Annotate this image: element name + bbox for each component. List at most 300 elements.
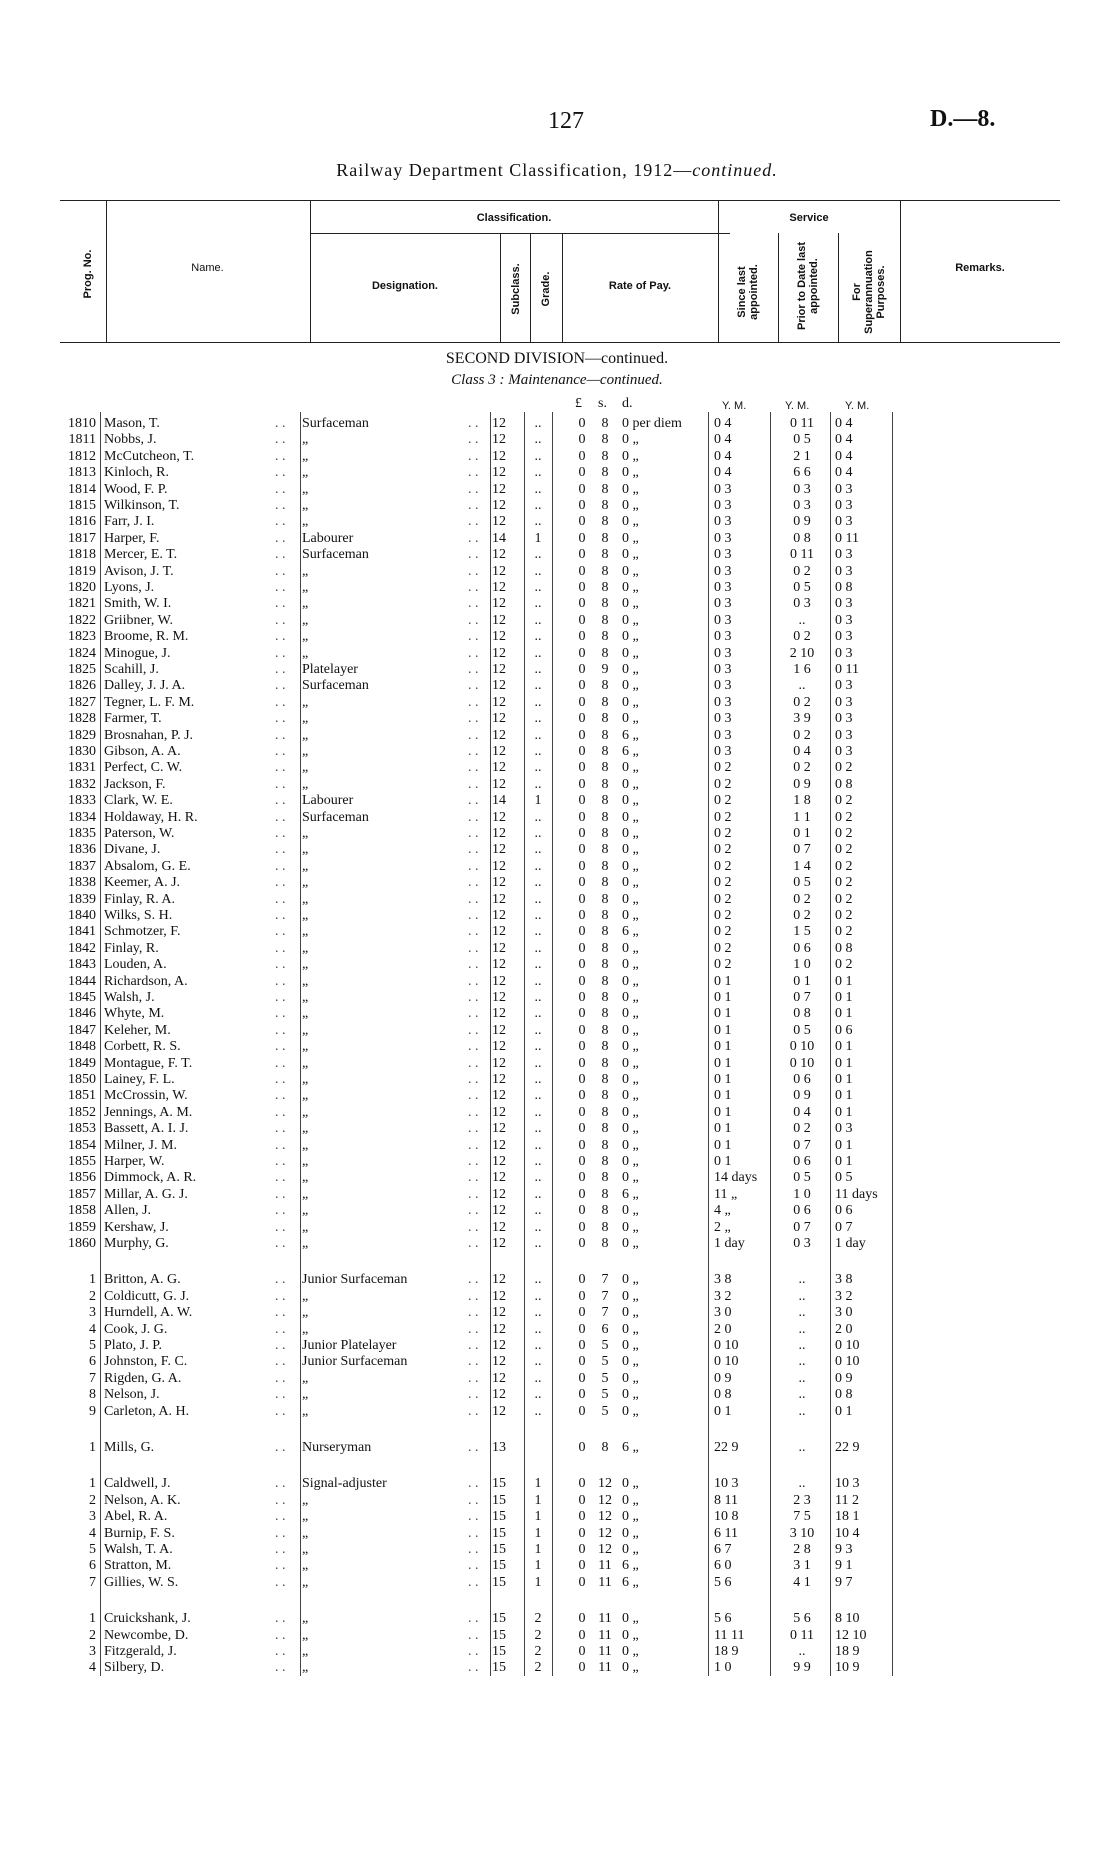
cell-ps: 8 bbox=[601, 826, 609, 841]
cell-gr: 2 bbox=[534, 1644, 542, 1659]
leader-dots: . . bbox=[468, 892, 479, 907]
cell-pd: 0 „ bbox=[622, 1236, 639, 1251]
document-reference: D.—8. bbox=[930, 106, 996, 132]
cell-ps: 5 bbox=[601, 1387, 609, 1402]
table-row bbox=[0, 1386, 1114, 1403]
cell-ps: 8 bbox=[601, 646, 609, 661]
cell-s3: 12 10 bbox=[835, 1628, 867, 1643]
cell-des: Junior Surfaceman bbox=[302, 1354, 408, 1369]
cell-pl: 0 bbox=[578, 1187, 586, 1202]
leader-dots: . . bbox=[468, 777, 479, 792]
leader-dots: . . bbox=[275, 564, 286, 579]
cell-s3: 0 4 bbox=[835, 432, 853, 447]
leader-dots: . . bbox=[275, 1220, 286, 1235]
table-row bbox=[0, 858, 1114, 875]
cell-pd: 0 „ bbox=[622, 613, 639, 628]
leader-dots: . . bbox=[468, 1644, 479, 1659]
cell-name: Nelson, J. bbox=[104, 1387, 160, 1402]
cell-s2: 0 7 bbox=[793, 1138, 811, 1153]
cell-s1: 14 days bbox=[714, 1170, 758, 1185]
cell-ps: 8 bbox=[601, 728, 609, 743]
cell-ps: 8 bbox=[601, 793, 609, 808]
cell-ps: 11 bbox=[598, 1628, 612, 1643]
cell-s2: 0 2 bbox=[793, 695, 811, 710]
cell-s1: 0 3 bbox=[714, 596, 732, 611]
cell-no: 1848 bbox=[68, 1039, 96, 1054]
leader-dots: . . bbox=[468, 613, 479, 628]
cell-pl: 0 bbox=[578, 1338, 586, 1353]
cell-gr: .. bbox=[534, 908, 542, 923]
cell-ps: 8 bbox=[601, 1154, 609, 1169]
cell-pd: 0 per diem bbox=[622, 416, 682, 431]
cell-ps: 8 bbox=[601, 941, 609, 956]
cell-pl: 0 bbox=[578, 1289, 586, 1304]
cell-no: 1812 bbox=[68, 449, 96, 464]
cell-pd: 0 „ bbox=[622, 974, 639, 989]
cell-s2: 2 3 bbox=[793, 1493, 811, 1508]
cell-ps: 8 bbox=[601, 810, 609, 825]
cell-name: Finlay, R. bbox=[104, 941, 159, 956]
cell-ps: 11 bbox=[598, 1644, 612, 1659]
cell-cl: 12 bbox=[492, 1056, 506, 1071]
cell-s2: .. bbox=[798, 1354, 806, 1369]
leader-dots: . . bbox=[468, 547, 479, 562]
cell-pl: 0 bbox=[578, 1628, 586, 1643]
leader-dots: . . bbox=[468, 760, 479, 775]
header-service: Service bbox=[789, 212, 829, 224]
cell-s3: 0 4 bbox=[835, 449, 853, 464]
cell-pl: 0 bbox=[578, 1203, 586, 1218]
cell-no: 5 bbox=[89, 1338, 96, 1353]
cell-s2: .. bbox=[798, 1338, 806, 1353]
cell-gr: .. bbox=[534, 1154, 542, 1169]
cell-cl: 12 bbox=[492, 695, 506, 710]
leader-dots: . . bbox=[275, 1509, 286, 1524]
cell-des: „ bbox=[302, 1121, 309, 1136]
cell-gr: .. bbox=[534, 1236, 542, 1251]
cell-gr: 1 bbox=[534, 1493, 542, 1508]
header-top-rule bbox=[60, 200, 1060, 201]
cell-ps: 12 bbox=[598, 1509, 612, 1524]
cell-s1: 0 2 bbox=[714, 810, 732, 825]
cell-gr: .. bbox=[534, 711, 542, 726]
cell-s3: 22 9 bbox=[835, 1440, 860, 1455]
cell-gr: .. bbox=[534, 449, 542, 464]
cell-gr: .. bbox=[534, 1072, 542, 1087]
cell-ps: 9 bbox=[601, 662, 609, 677]
cell-s3: 8 10 bbox=[835, 1611, 860, 1626]
cell-pd: 0 „ bbox=[622, 1154, 639, 1169]
cell-name: Jackson, F. bbox=[104, 777, 166, 792]
cell-name: Walsh, T. A. bbox=[104, 1542, 173, 1557]
leader-dots: . . bbox=[468, 646, 479, 661]
cell-pd: 0 „ bbox=[622, 711, 639, 726]
cell-ps: 12 bbox=[598, 1526, 612, 1541]
cell-cl: 12 bbox=[492, 1203, 506, 1218]
leader-dots: . . bbox=[275, 646, 286, 661]
cell-des: „ bbox=[302, 646, 309, 661]
cell-gr: .. bbox=[534, 629, 542, 644]
cell-s2: .. bbox=[798, 1289, 806, 1304]
cell-name: Schmotzer, F. bbox=[104, 924, 181, 939]
cell-ps: 8 bbox=[601, 957, 609, 972]
cell-pd: 0 „ bbox=[622, 1404, 639, 1419]
cell-des: „ bbox=[302, 1056, 309, 1071]
leader-dots: . . bbox=[275, 793, 286, 808]
cell-s3: 0 1 bbox=[835, 1404, 853, 1419]
cell-s3: 0 3 bbox=[835, 482, 853, 497]
leader-dots: . . bbox=[275, 547, 286, 562]
table-row bbox=[0, 1186, 1114, 1203]
table-row bbox=[0, 694, 1114, 711]
cell-gr: 1 bbox=[534, 1575, 542, 1590]
cell-s2: 4 1 bbox=[793, 1575, 811, 1590]
cell-s2: 0 3 bbox=[793, 498, 811, 513]
cell-s1: 0 1 bbox=[714, 1121, 732, 1136]
cell-pd: 0 „ bbox=[622, 1628, 639, 1643]
table-row bbox=[0, 1370, 1114, 1387]
cell-pd: 0 „ bbox=[622, 810, 639, 825]
cell-s3: 10 4 bbox=[835, 1526, 860, 1541]
cell-s2: 0 3 bbox=[793, 1236, 811, 1251]
cell-pd: 0 „ bbox=[622, 1305, 639, 1320]
cell-cl: 12 bbox=[492, 957, 506, 972]
cell-s2: .. bbox=[798, 1305, 806, 1320]
cell-s3: 0 1 bbox=[835, 974, 853, 989]
unit-ym-super: Y. M. bbox=[845, 400, 870, 412]
cell-des: „ bbox=[302, 859, 309, 874]
cell-cl: 12 bbox=[492, 1121, 506, 1136]
cell-cl: 12 bbox=[492, 1236, 506, 1251]
cell-s1: 0 1 bbox=[714, 1154, 732, 1169]
cell-cl: 12 bbox=[492, 1354, 506, 1369]
table-row bbox=[0, 1643, 1114, 1660]
cell-name: Harper, W. bbox=[104, 1154, 165, 1169]
cell-pd: 6 „ bbox=[622, 1558, 639, 1573]
cell-s3: 0 8 bbox=[835, 580, 853, 595]
cell-name: Bassett, A. I. J. bbox=[104, 1121, 189, 1136]
cell-ps: 8 bbox=[601, 498, 609, 513]
cell-s3: 0 1 bbox=[835, 1105, 853, 1120]
cell-des: „ bbox=[302, 695, 309, 710]
leader-dots: . . bbox=[468, 974, 479, 989]
cell-no: 6 bbox=[89, 1354, 96, 1369]
leader-dots: . . bbox=[275, 728, 286, 743]
cell-des: „ bbox=[302, 941, 309, 956]
leader-dots: . . bbox=[275, 580, 286, 595]
cell-pl: 0 bbox=[578, 498, 586, 513]
cell-s1: 4 „ bbox=[714, 1203, 731, 1218]
cell-ps: 8 bbox=[601, 711, 609, 726]
cell-no: 4 bbox=[89, 1526, 96, 1541]
cell-cl: 15 bbox=[492, 1493, 506, 1508]
table-row bbox=[0, 809, 1114, 826]
cell-s2: 0 5 bbox=[793, 1023, 811, 1038]
cell-des: „ bbox=[302, 1575, 309, 1590]
cell-s2: 5 6 bbox=[793, 1611, 811, 1626]
cell-pl: 0 bbox=[578, 416, 586, 431]
cell-s3: 0 3 bbox=[835, 596, 853, 611]
table-row bbox=[0, 1403, 1114, 1420]
cell-pl: 0 bbox=[578, 613, 586, 628]
header-divider bbox=[500, 233, 501, 342]
cell-name: Coldicutt, G. J. bbox=[104, 1289, 190, 1304]
cell-no: 1811 bbox=[68, 432, 96, 447]
cell-s1: 0 3 bbox=[714, 580, 732, 595]
cell-pd: 0 „ bbox=[622, 892, 639, 907]
leader-dots: . . bbox=[275, 810, 286, 825]
leader-dots: . . bbox=[275, 744, 286, 759]
cell-cl: 12 bbox=[492, 892, 506, 907]
leader-dots: . . bbox=[468, 432, 479, 447]
cell-s1: 0 3 bbox=[714, 547, 732, 562]
cell-name: Cook, J. G. bbox=[104, 1322, 168, 1337]
cell-s1: 0 3 bbox=[714, 711, 732, 726]
cell-pd: 0 „ bbox=[622, 826, 639, 841]
cell-pd: 0 „ bbox=[622, 465, 639, 480]
table-row bbox=[0, 1288, 1114, 1305]
cell-pl: 0 bbox=[578, 1404, 586, 1419]
leader-dots: . . bbox=[468, 728, 479, 743]
leader-dots: . . bbox=[468, 465, 479, 480]
leader-dots: . . bbox=[468, 793, 479, 808]
cell-ps: 8 bbox=[601, 1203, 609, 1218]
cell-gr: .. bbox=[534, 1203, 542, 1218]
cell-cl: 12 bbox=[492, 1272, 506, 1287]
cell-cl: 14 bbox=[492, 531, 506, 546]
cell-s3: 0 2 bbox=[835, 908, 853, 923]
table-row bbox=[0, 792, 1114, 809]
cell-s2: 0 9 bbox=[793, 514, 811, 529]
leader-dots: . . bbox=[468, 531, 479, 546]
cell-cl: 12 bbox=[492, 875, 506, 890]
leader-dots: . . bbox=[275, 1121, 286, 1136]
cell-pd: 0 „ bbox=[622, 1121, 639, 1136]
cell-gr: .. bbox=[534, 1387, 542, 1402]
cell-pl: 0 bbox=[578, 482, 586, 497]
header-bottom-rule bbox=[60, 342, 1060, 343]
cell-s3: 0 6 bbox=[835, 1023, 853, 1038]
cell-name: Mills, G. bbox=[104, 1440, 155, 1455]
cell-name: Kershaw, J. bbox=[104, 1220, 169, 1235]
cell-pd: 0 „ bbox=[622, 1039, 639, 1054]
cell-des: „ bbox=[302, 1322, 309, 1337]
cell-s1: 0 4 bbox=[714, 449, 732, 464]
cell-des: „ bbox=[302, 596, 309, 611]
cell-no: 1847 bbox=[68, 1023, 96, 1038]
cell-pl: 0 bbox=[578, 744, 586, 759]
cell-des: „ bbox=[302, 1558, 309, 1573]
cell-pd: 0 „ bbox=[622, 580, 639, 595]
cell-s3: 0 3 bbox=[835, 1121, 853, 1136]
table-row bbox=[0, 727, 1114, 744]
cell-ps: 8 bbox=[601, 1220, 609, 1235]
cell-name: Rigden, G. A. bbox=[104, 1371, 182, 1386]
cell-ps: 8 bbox=[601, 1105, 609, 1120]
cell-s3: 0 9 bbox=[835, 1371, 853, 1386]
cell-cl: 12 bbox=[492, 744, 506, 759]
cell-cl: 12 bbox=[492, 1039, 506, 1054]
cell-gr: .. bbox=[534, 564, 542, 579]
cell-des: „ bbox=[302, 1371, 309, 1386]
cell-pd: 6 „ bbox=[622, 1575, 639, 1590]
table-row bbox=[0, 530, 1114, 547]
cell-name: Nobbs, J. bbox=[104, 432, 157, 447]
cell-des: „ bbox=[302, 1170, 309, 1185]
cell-ps: 8 bbox=[601, 547, 609, 562]
cell-s3: 3 8 bbox=[835, 1272, 853, 1287]
table-row bbox=[0, 1557, 1114, 1574]
cell-s1: 0 3 bbox=[714, 678, 732, 693]
cell-cl: 12 bbox=[492, 1387, 506, 1402]
cell-cl: 12 bbox=[492, 514, 506, 529]
leader-dots: . . bbox=[275, 1371, 286, 1386]
cell-s3: 0 3 bbox=[835, 514, 853, 529]
cell-s3: 0 2 bbox=[835, 793, 853, 808]
table-row bbox=[0, 661, 1114, 678]
header-divider bbox=[838, 233, 839, 342]
cell-pl: 0 bbox=[578, 728, 586, 743]
table-row bbox=[0, 1659, 1114, 1676]
cell-name: Fitzgerald, J. bbox=[104, 1644, 177, 1659]
cell-gr: .. bbox=[534, 744, 542, 759]
cell-pl: 0 bbox=[578, 1526, 586, 1541]
cell-no: 5 bbox=[89, 1542, 96, 1557]
cell-s1: 11 „ bbox=[714, 1187, 738, 1202]
cell-pl: 0 bbox=[578, 596, 586, 611]
cell-name: Walsh, J. bbox=[104, 990, 155, 1005]
cell-gr: .. bbox=[534, 482, 542, 497]
cell-cl: 12 bbox=[492, 974, 506, 989]
cell-s2: 6 6 bbox=[793, 465, 811, 480]
leader-dots: . . bbox=[275, 449, 286, 464]
cell-pd: 0 „ bbox=[622, 564, 639, 579]
table-row bbox=[0, 1071, 1114, 1088]
leader-dots: . . bbox=[275, 482, 286, 497]
table-row bbox=[0, 497, 1114, 514]
leader-dots: . . bbox=[275, 826, 286, 841]
cell-pl: 0 bbox=[578, 1023, 586, 1038]
header-divider bbox=[106, 200, 107, 342]
cell-des: „ bbox=[302, 1236, 309, 1251]
cell-pd: 0 „ bbox=[622, 1371, 639, 1386]
leader-dots: . . bbox=[275, 1170, 286, 1185]
cell-gr: .. bbox=[534, 1105, 542, 1120]
cell-cl: 12 bbox=[492, 498, 506, 513]
cell-des: Nurseryman bbox=[302, 1440, 372, 1455]
cell-gr: .. bbox=[534, 1322, 542, 1337]
cell-no: 1820 bbox=[68, 580, 96, 595]
page-title bbox=[0, 160, 1114, 181]
leader-dots: . . bbox=[275, 777, 286, 792]
table-row bbox=[0, 464, 1114, 481]
cell-s2: 0 2 bbox=[793, 1121, 811, 1136]
cell-no: 1842 bbox=[68, 941, 96, 956]
cell-name: McCutcheon, T. bbox=[104, 449, 195, 464]
leader-dots: . . bbox=[468, 1121, 479, 1136]
cell-pd: 0 „ bbox=[622, 1006, 639, 1021]
cell-s3: 0 3 bbox=[835, 646, 853, 661]
cell-pl: 0 bbox=[578, 1387, 586, 1402]
cell-pd: 0 „ bbox=[622, 1272, 639, 1287]
cell-pd: 0 „ bbox=[622, 1509, 639, 1524]
cell-gr: .. bbox=[534, 1039, 542, 1054]
cell-name: Keemer, A. J. bbox=[104, 875, 181, 890]
cell-pl: 0 bbox=[578, 1354, 586, 1369]
leader-dots: . . bbox=[468, 826, 479, 841]
cell-pl: 0 bbox=[578, 908, 586, 923]
cell-name: Louden, A. bbox=[104, 957, 167, 972]
cell-name: Brosnahan, P. J. bbox=[104, 728, 194, 743]
leader-dots: . . bbox=[468, 1170, 479, 1185]
cell-s2: 1 8 bbox=[793, 793, 811, 808]
cell-no: 1858 bbox=[68, 1203, 96, 1218]
cell-cl: 12 bbox=[492, 1072, 506, 1087]
cell-des: „ bbox=[302, 974, 309, 989]
cell-gr: .. bbox=[534, 777, 542, 792]
cell-s1: 0 1 bbox=[714, 1039, 732, 1054]
table-row bbox=[0, 1271, 1114, 1288]
leader-dots: . . bbox=[468, 1154, 479, 1169]
cell-no: 1841 bbox=[68, 924, 96, 939]
cell-s3: 0 1 bbox=[835, 1056, 853, 1071]
cell-s3: 9 7 bbox=[835, 1575, 853, 1590]
cell-pd: 0 „ bbox=[622, 760, 639, 775]
class-heading: Class 3 : Maintenance—continued. bbox=[451, 372, 663, 388]
cell-s2: 2 8 bbox=[793, 1542, 811, 1557]
cell-pd: 0 „ bbox=[622, 1644, 639, 1659]
cell-no: 1860 bbox=[68, 1236, 96, 1251]
leader-dots: . . bbox=[468, 564, 479, 579]
cell-name: Lyons, J. bbox=[104, 580, 155, 595]
cell-ps: 5 bbox=[601, 1371, 609, 1386]
cell-s3: 0 10 bbox=[835, 1354, 860, 1369]
cell-pd: 0 „ bbox=[622, 1476, 639, 1491]
cell-cl: 15 bbox=[492, 1611, 506, 1626]
cell-pd: 0 „ bbox=[622, 1289, 639, 1304]
cell-s1: 0 2 bbox=[714, 875, 732, 890]
cell-s3: 0 8 bbox=[835, 941, 853, 956]
leader-dots: . . bbox=[468, 1338, 479, 1353]
cell-cl: 14 bbox=[492, 793, 506, 808]
table-row bbox=[0, 841, 1114, 858]
cell-s2: 0 9 bbox=[793, 1088, 811, 1103]
cell-name: Kinloch, R. bbox=[104, 465, 169, 480]
cell-s2: 3 9 bbox=[793, 711, 811, 726]
table-row bbox=[0, 1005, 1114, 1022]
table-row bbox=[0, 956, 1114, 973]
leader-dots: . . bbox=[275, 465, 286, 480]
cell-gr: .. bbox=[534, 1023, 542, 1038]
cell-s1: 0 3 bbox=[714, 662, 732, 677]
cell-s3: 0 3 bbox=[835, 613, 853, 628]
cell-cl: 12 bbox=[492, 449, 506, 464]
cell-ps: 8 bbox=[601, 531, 609, 546]
leader-dots: . . bbox=[468, 695, 479, 710]
cell-s3: 0 5 bbox=[835, 1170, 853, 1185]
cell-des: „ bbox=[302, 728, 309, 743]
cell-no: 7 bbox=[89, 1575, 96, 1590]
cell-ps: 8 bbox=[601, 859, 609, 874]
cell-no: 1846 bbox=[68, 1006, 96, 1021]
cell-name: Milner, J. M. bbox=[104, 1138, 177, 1153]
cell-s1: 0 3 bbox=[714, 613, 732, 628]
leader-dots: . . bbox=[275, 678, 286, 693]
leader-dots: . . bbox=[468, 596, 479, 611]
cell-name: Farmer, T. bbox=[104, 711, 162, 726]
cell-pl: 0 bbox=[578, 1105, 586, 1120]
leader-dots: . . bbox=[468, 1404, 479, 1419]
